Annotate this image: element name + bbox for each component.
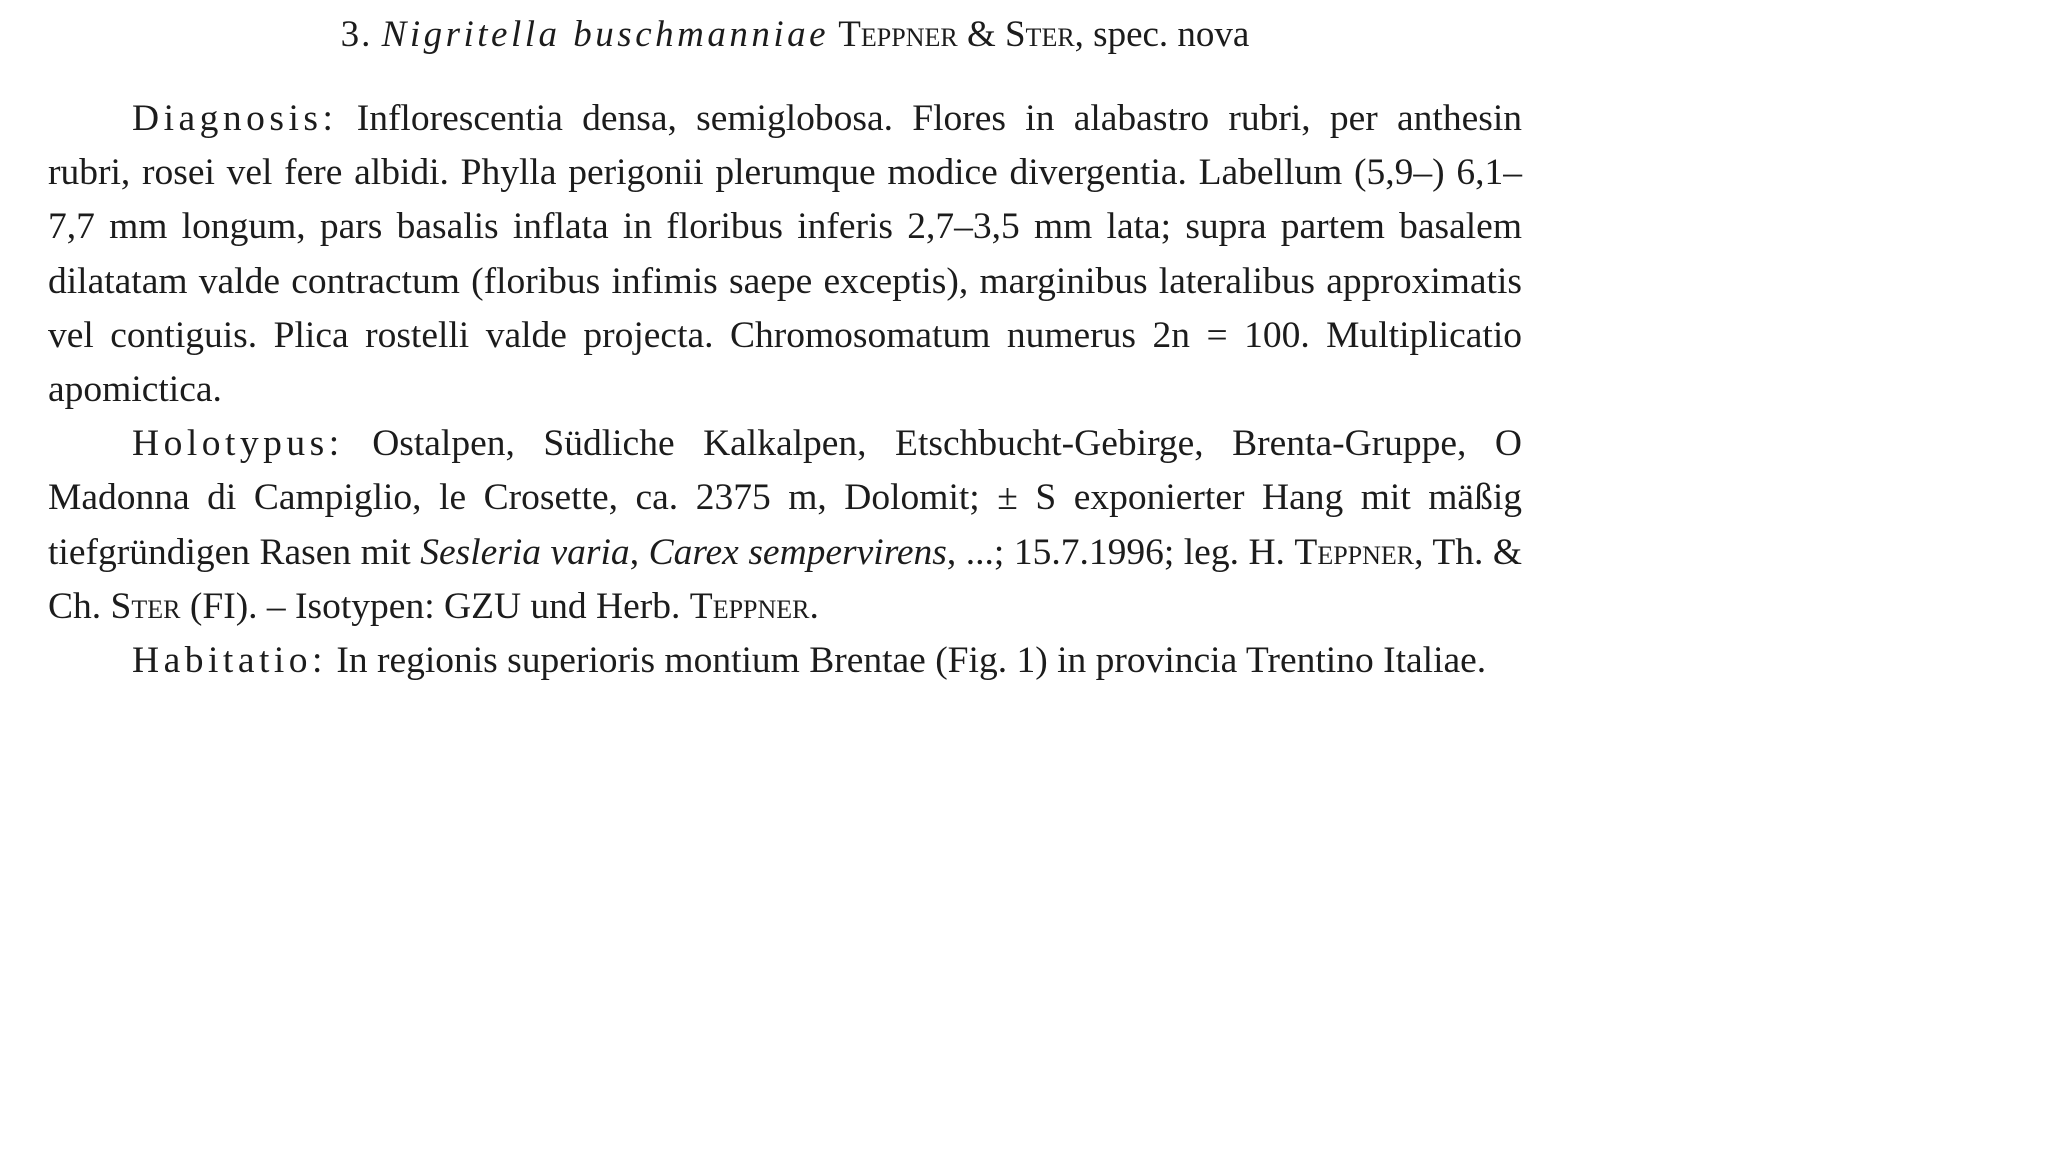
habitatio-text: In regionis superioris montium Brentae (Fig. 1) in provincia Trentino Italiae. [336,640,1487,682]
diagnosis-text: Inflorescentia densa, semiglobosa. Flores in alabastro rubri, per anthesin rubri, rosei vel fere albidi. Phylla perigonii plerumque modice divergentia. Labellum (5,9–) 6,1–7,7 mm longum, pars basalis inflata in floribus inferis 2,7–3,5 mm lata; supra partem basalem dilatatam valde contractum (floribus infimis saepe exceptis), marginibus lateralibus approximatis vel contiguis. Plica rostelli valde projecta. Chromosomatum numerus 2n = 100. Multiplicatio apomictica. [48,98,1523,411]
holotypus-text: , Th. & Ch. [48,531,1523,627]
heading-suffix: , spec. nova [1074,14,1250,55]
habitatio-paragraph [48,634,1522,688]
diagnosis-paragraph [48,92,1522,417]
collector-name: Teppner [1294,531,1415,573]
species-name: Nigritella buschmanniae [381,14,830,55]
author-name: Ster [1004,14,1075,55]
holotypus-text: , ...; 15.7.1996; leg. H. [946,531,1285,573]
author-name: Teppner [838,14,958,55]
holotypus-label: Holotypus: [132,423,344,465]
species-heading [48,8,1522,62]
species-name: Sesleria varia [420,531,630,573]
document-page [48,8,1522,688]
herbarium-name: Teppner [689,585,810,627]
section-number: 3. [340,14,373,55]
punctuation: . [809,585,819,627]
holotypus-paragraph [48,417,1522,634]
species-name: Carex sempervirens [648,531,947,573]
holotypus-text: (FI). – Isotypen: GZU und Herb. [189,585,681,627]
ampersand: & [966,14,996,55]
habitatio-label: Habitatio: [132,640,327,682]
punctuation: , [629,531,640,573]
diagnosis-label: Diagnosis: [132,98,338,139]
holotypus-text: Ostalpen, Südliche Kalkalpen, Etschbucht-Gebirge, Brenta-Gruppe, O Madonna di Campiglio, le Crosette, ca. 2375 m, Dolomit; ± S exponierter Hang mit mäßig tiefgründigen Rasen mit [48,423,1522,573]
collector-name: Ster [110,585,181,627]
